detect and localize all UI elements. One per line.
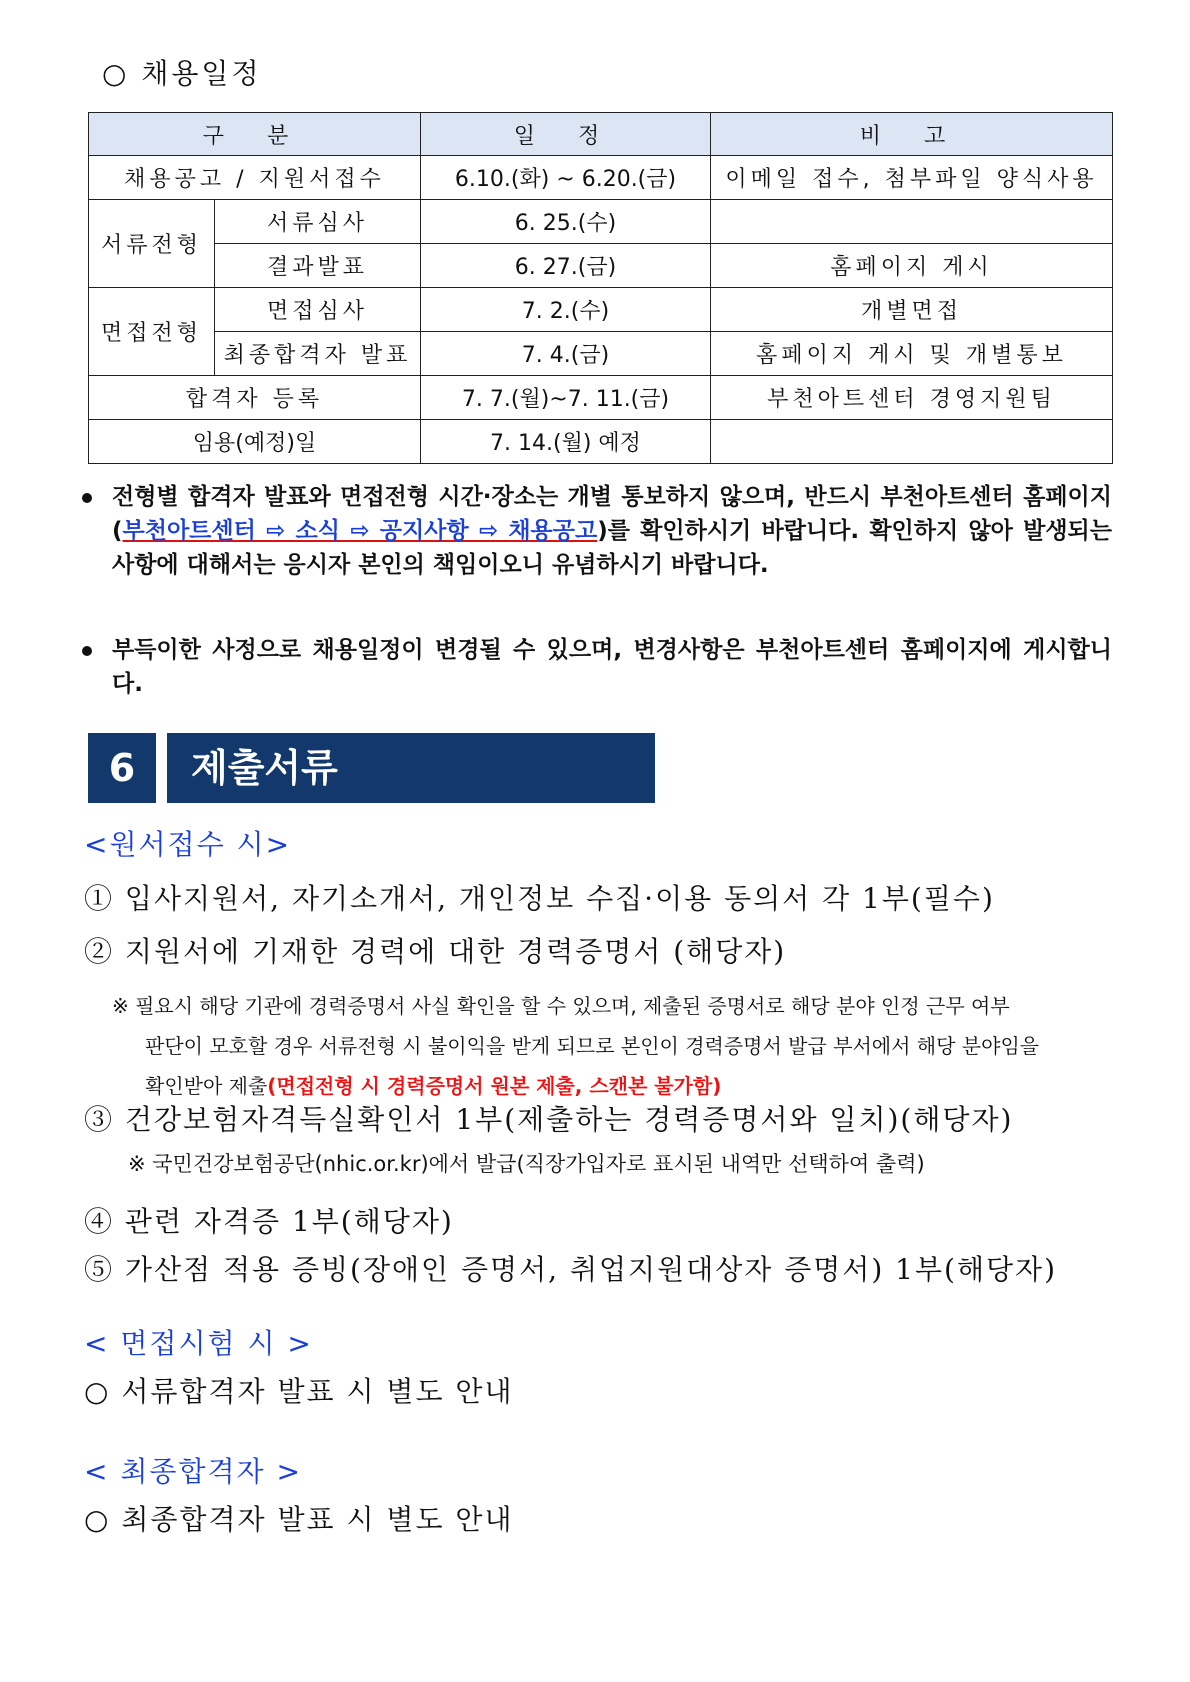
- row-date: 7. 4.(금): [421, 332, 711, 376]
- recruitment-notice-link[interactable]: 부천아트센터 ⇨ 소식 ⇨ 공지사항 ⇨ 채용공고: [122, 518, 598, 544]
- interview-heading: < 면접시험 시 >: [84, 1327, 313, 1360]
- schedule-heading: ○ 채용일정: [102, 57, 262, 90]
- document-item-1: ① 입사지원서, 자기소개서, 개인정보 수집·이용 동의서 각 1부(필수): [84, 882, 995, 915]
- schedule-table: [88, 112, 1113, 464]
- career-note-line-2: 판단이 모호할 경우 서류전형 시 불이익을 받게 되므로 본인이 경력증명서 발급 부서에서 해당 분야임을: [145, 1034, 1040, 1058]
- table-row: [89, 332, 1113, 376]
- row-date: 6.10.(화) ~ 6.20.(금): [421, 156, 711, 200]
- document-item-2: ② 지원서에 기재한 경력에 대한 경력증명서 (해당자): [84, 935, 787, 968]
- row-date: 7. 7.(월)~7. 11.(금): [421, 376, 711, 420]
- document-item-5: ⑤ 가산점 적용 증빙(장애인 증명서, 취업지원대상자 증명서) 1부(해당자): [84, 1253, 1058, 1286]
- career-note-line-1: ※ 필요시 해당 기관에 경력증명서 사실 확인을 할 수 있으며, 제출된 증명서로 해당 분야 인정 근무 여부: [112, 994, 1010, 1018]
- row-note: [711, 200, 1113, 244]
- interview-item: ○ 서류합격자 발표 시 별도 안내: [84, 1375, 514, 1408]
- table-row: [89, 376, 1113, 420]
- row-label: 결과발표: [215, 244, 421, 288]
- notice-text-part: )를 확인하시기 바랍니다. 확인하지 않아 발생되는 사항에 대해서는 응시자 본인의 책임이오니 유념하시기 바랍니다.: [112, 518, 1112, 578]
- document-item-4: ④ 관련 자격증 1부(해당자): [84, 1205, 454, 1238]
- bullet-icon: [82, 493, 92, 503]
- notice-text: [112, 480, 1112, 582]
- row-note: 개별면접: [711, 288, 1113, 332]
- career-note-text: 확인받아 제출: [145, 1074, 268, 1098]
- row-label: 합격자 등록: [89, 376, 421, 420]
- header-category: 구 분: [89, 113, 421, 156]
- section-number: 6: [88, 733, 156, 803]
- row-label: 서류심사: [215, 200, 421, 244]
- row-date: 6. 27.(금): [421, 244, 711, 288]
- row-note: 홈페이지 게시 및 개별통보: [711, 332, 1113, 376]
- table-row: [89, 200, 1113, 244]
- row-label: 임용(예정)일: [89, 420, 421, 464]
- notice-text-part: 전형별 합격자 발표와 면접전형 시간·장소는 개별 통보하지 않으며, 반드시 부천아트센터 홈페이지(: [112, 484, 1112, 544]
- application-heading: <원서접수 시>: [84, 828, 292, 861]
- career-note-warning: (면접전형 시 경력증명서 원본 제출, 스캔본 불가함): [267, 1074, 722, 1098]
- table-header-row: [89, 113, 1113, 156]
- group-interview: 면접전형: [89, 288, 215, 376]
- table-row: [89, 420, 1113, 464]
- row-note: 홈페이지 게시: [711, 244, 1113, 288]
- document-item-3: ③ 건강보험자격득실확인서 1부(제출하는 경력증명서와 일치)(해당자): [84, 1103, 1014, 1136]
- table-row: [89, 244, 1113, 288]
- table-row: [89, 156, 1113, 200]
- notice-text: 부득이한 사정으로 채용일정이 변경될 수 있으며, 변경사항은 부천아트센터 홈페이지에 게시합니다.: [112, 637, 1112, 697]
- final-heading: < 최종합격자 >: [84, 1455, 302, 1488]
- header-remarks: 비 고: [711, 113, 1113, 156]
- insurance-note: ※ 국민건강보험공단(nhic.or.kr)에서 발급(직장가입자로 표시된 내역만 선택하여 출력): [128, 1152, 925, 1176]
- table-row: [89, 288, 1113, 332]
- section-title: 제출서류: [167, 733, 655, 803]
- final-item: ○ 최종합격자 발표 시 별도 안내: [84, 1503, 514, 1536]
- row-note: 이메일 접수, 첨부파일 양식사용: [711, 156, 1113, 200]
- notice-schedule-change: [82, 633, 1112, 701]
- row-date: 7. 2.(수): [421, 288, 711, 332]
- row-label: 최종합격자 발표: [215, 332, 421, 376]
- group-document-screening: 서류전형: [89, 200, 215, 288]
- row-note: 부천아트센터 경영지원팀: [711, 376, 1113, 420]
- row-note: [711, 420, 1113, 464]
- row-date: 6. 25.(수): [421, 200, 711, 244]
- bullet-icon: [82, 646, 92, 656]
- header-schedule: 일 정: [421, 113, 711, 156]
- row-date: 7. 14.(월) 예정: [421, 420, 711, 464]
- row-label: 면접심사: [215, 288, 421, 332]
- row-label: 채용공고 / 지원서접수: [89, 156, 421, 200]
- notice-announcement: [82, 480, 1112, 582]
